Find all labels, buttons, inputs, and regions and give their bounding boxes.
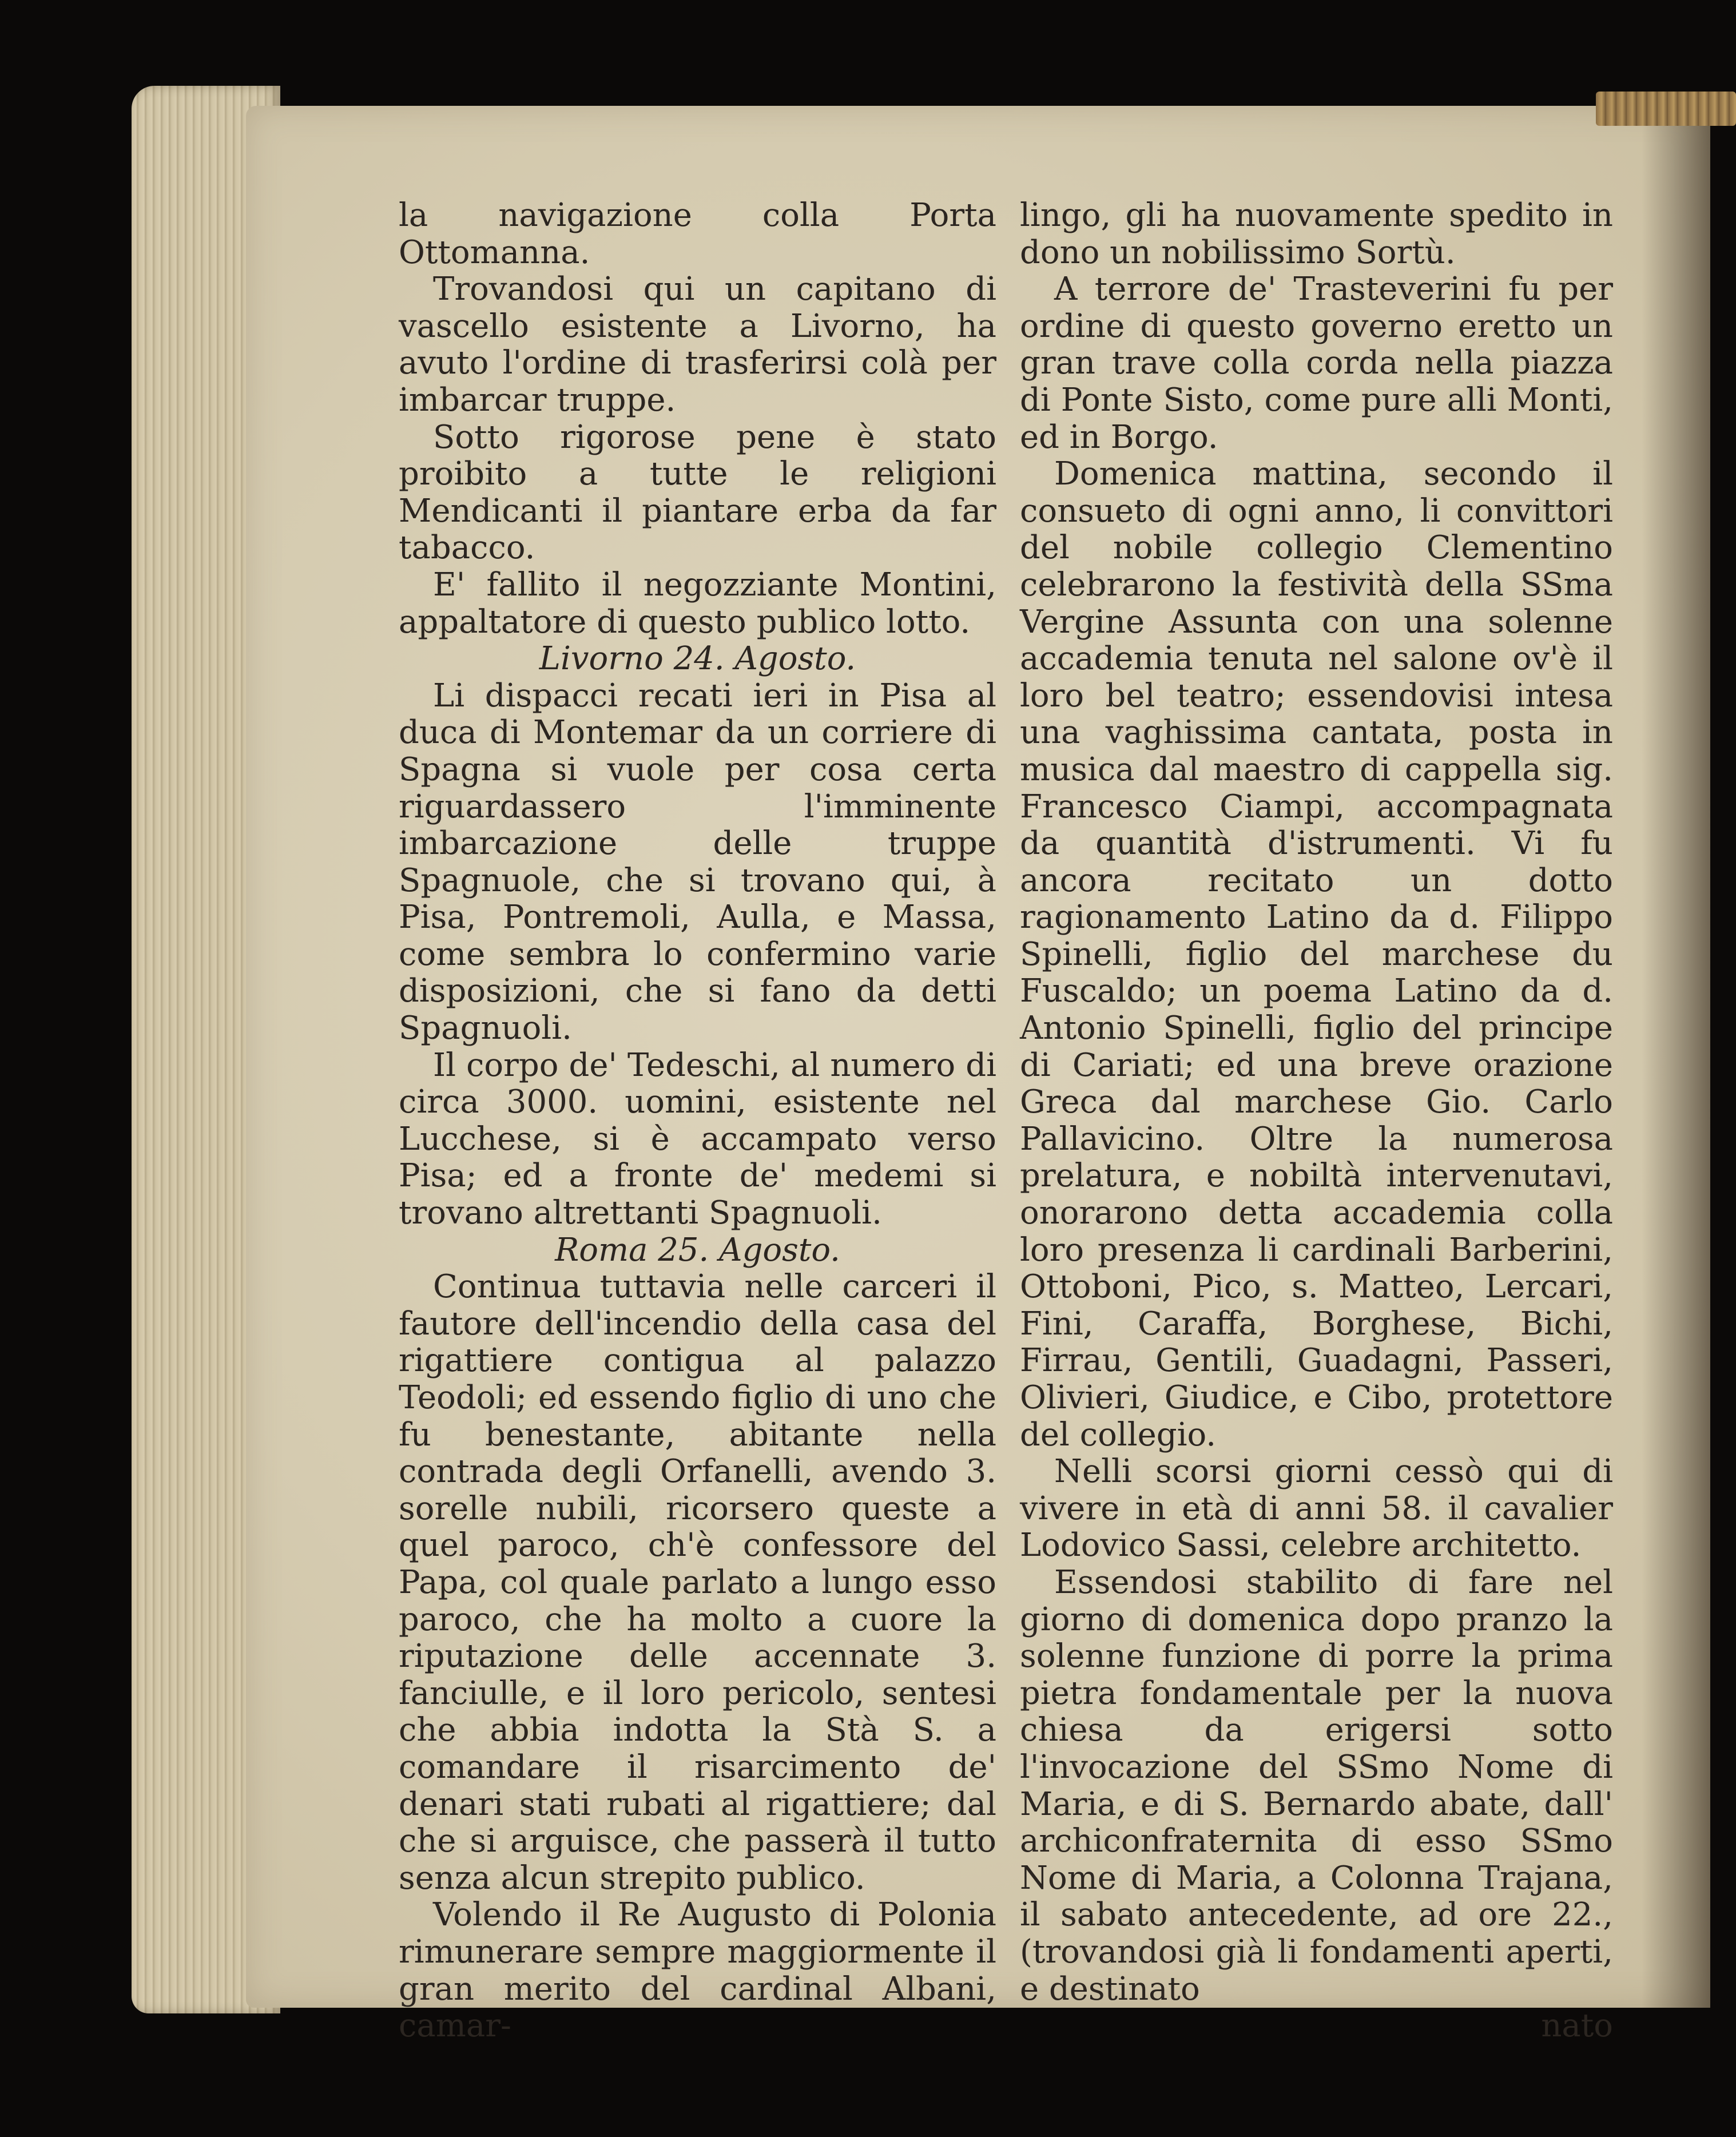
paragraph: Continua tuttavia nelle carceri il fautore dell'incendio della casa del rigattiere contigua al palazzo Teodoli; ed essendo figlio di uno che fu benestante, abitante nella contrada degli Orfanelli, avendo 3. sorelle nubili, ricorsero queste a quel paroco, ch'è confessore del Papa, col quale parlato a lungo esso paroco, che ha molto a cuore la riputazione delle accennate 3. fanciulle, e il loro pericolo, sentesi che abbia indotta la Stà S. a comandare il risarcimento de' denari stati rubati al rigattiere; dal che si arguisce, che passerà il tutto senza alcun strepito publico.	[399, 1268, 996, 1897]
binding-strip	[1596, 92, 1736, 126]
dateline: Livorno 24. Agosto.	[539, 640, 856, 678]
paragraph: Essendosi stabilito di fare nel giorno di domenica dopo pranzo la solenne funzione di porre la prima pietra fondamentale per la nuova chiesa da erigersi sotto l'invocazione del SSmo Nome di Maria, e di S. Bernardo abate, dall' archiconfraternita di esso SSmo Nome di Maria, a Colonna Trajana, il sabato antecedente, ad ore 22., (trovandosi già li fondamenti aperti, e destinato	[1020, 1563, 1613, 2008]
paragraph: Trovandosi qui un capitano di vascello esistente a Livorno, ha avuto l'ordine di trasferirsi colà per imbarcar truppe.	[399, 271, 996, 419]
paragraph: Li dispacci recati ieri in Pisa al duca di Montemar da un corriere di Spagna si vuole per cosa certa riguardassero l'imminente imbarcazione delle truppe Spagnuole, che si trovano qui, à Pisa, Pontremoli, Aulla, e Massa, come sembra lo confermino varie disposizioni, che si fano da detti Spagnuoli.	[399, 677, 996, 1047]
paragraph: Domenica mattina, secondo il consueto di ogni anno, li convittori del nobile collegio Clementino celebrarono la festività della SSma Vergine Assunta con una solenne accademia tenuta nel salone ov'è il loro bel teatro; essendovisi intesa una vaghissima cantata, posta in musica dal maestro di cappella sig. Francesco Ciampi, accompagnata da quantità d'istrumenti. Vi fu ancora recitato un dotto ragionamento Latino da d. Filippo Spinelli, figlio del marchese du Fuscaldo; un poema Latino da d. Antonio Spinelli, figlio del principe di Cariati; ed una breve orazione Greca dal marchese Gio. Carlo Pallavicino. Oltre la numerosa prelatura, e nobiltà intervenutavi, onorarono detta accademia colla loro presenza li cardinali Barberini, Ottoboni, Pico, s. Matteo, Lercari, Fini, Caraffa, Borghese, Bichi, Firrau, Gentili, Guadagni, Passeri, Olivieri, Giudice, e Cibo, protettore del collegio.	[1020, 455, 1613, 1453]
paragraph: Sotto rigorose pene è stato proibito a tutte le religioni Mendicanti il piantare erba da far tabacco.	[399, 418, 996, 567]
gutter-shadow	[1642, 106, 1710, 2008]
paragraph: A terrore de' Trasteverini fu per ordine di questo governo eretto un gran trave colla corda nella piazza di Ponte Sisto, come pure alli Monti, ed in Borgo.	[1020, 271, 1613, 456]
paragraph: lingo, gli ha nuovamente spedito in dono un nobilissimo Sortù.	[1020, 197, 1613, 271]
paragraph: Nelli scorsi giorni cessò qui di vivere in età di anni 58. il cavalier Lodovico Sassi, celebre architetto.	[1020, 1453, 1613, 1564]
right-column	[1020, 197, 1613, 2045]
left-column	[399, 197, 996, 2045]
paragraph: Volendo il Re Augusto di Polonia rimunerare sempre maggiormente il gran merito del cardinal Albani, camar-	[399, 1896, 996, 2045]
catchword: nato	[1541, 2007, 1613, 2045]
dateline: Roma 25. Agosto.	[555, 1231, 840, 1269]
paragraph: E' fallito il negozziante Montini, appaltatore di questo publico lotto.	[399, 566, 996, 641]
paragraph: Il corpo de' Tedeschi, al numero di circa 3000. uomini, esistente nel Lucchese, si è accampato verso Pisa; ed a fronte de' medemi si trovano altrettanti Spagnuoli.	[399, 1046, 996, 1232]
paragraph: la navigazione colla Porta Ottomanna.	[399, 197, 996, 271]
